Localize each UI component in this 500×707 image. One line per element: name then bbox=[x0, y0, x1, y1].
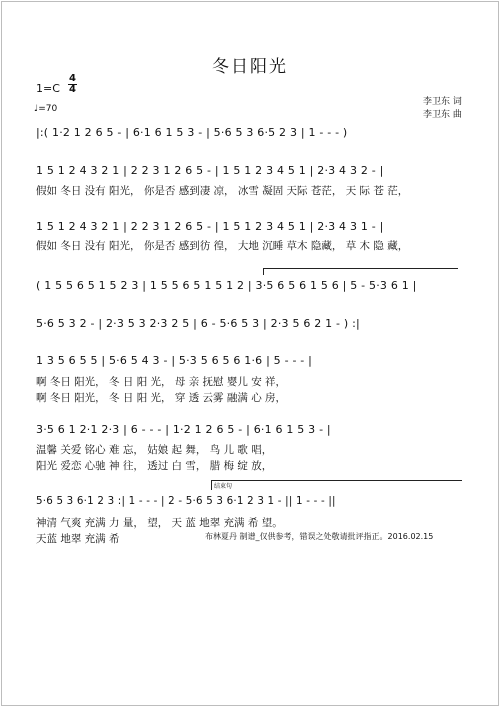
song-title: 冬日阳光 bbox=[212, 57, 288, 77]
lyric-line-6-verse-1: 啊 冬日 阳光， 冬 日 阳 光， 母 亲 抚慰 婴儿 安 祥， bbox=[36, 376, 287, 388]
notation-line-4: ( 1 5 5 6 5 1 5 2 3 | 1 5 5 6 5 1 5 1 2 | 3·5 6 5 6 1 5 6 | 5 - 5·3 6 1 | bbox=[36, 279, 417, 292]
tempo-marking: ♩=70 bbox=[34, 104, 58, 114]
notation-line-8: 5·6 5 3 6·1 2 3 :| 1 - - - | 2 - 5·6 5 3 6·1 2 3 1 - || 1 - - - || bbox=[36, 495, 336, 507]
repeat-bracket bbox=[263, 268, 458, 275]
lyric-line-8-verse-2: 天蓝 地翠 充满 希 bbox=[36, 533, 120, 545]
ending-label: 结束句 bbox=[214, 483, 233, 490]
time-signature bbox=[68, 74, 77, 95]
notation-line-3: 1 5 1 2 4 3 2 1 | 2 2 3 1 2 6 5 - | 1 5 1 2 3 4 5 1 | 2·3 4 3 1 - | bbox=[36, 220, 384, 233]
lyric-line-2-verse-1: 假如 冬日 没有 阳光， 你是否 感到凄 凉， 冰雪 凝固 天际 苍茫， 天 际 苍 茫， bbox=[36, 185, 409, 197]
notation-line-6: 1 3 5 6 5 5 | 5·6 5 4 3 - | 5·3 5 6 5 6 1·6 | 5 - - - | bbox=[36, 354, 313, 367]
footer-note: 布林夏丹 制谱_仅供参考，错误之处敬请批评指正。2016.02.15 bbox=[205, 532, 434, 541]
lyric-line-8-verse-1: 神清 气爽 充满 力 量， 望， 天 蓝 地翠 充满 希 望。 bbox=[36, 517, 283, 529]
lyric-line-3-verse-1: 假如 冬日 没有 阳光， 你是否 感到彷 徨， 大地 沉睡 草木 隐藏， 草 木 隐 藏， bbox=[36, 240, 409, 252]
composer-credit: 李卫东 曲 bbox=[423, 110, 462, 120]
lyricist-credit: 李卫东 词 bbox=[423, 97, 462, 107]
key-signature: 1=C bbox=[36, 82, 60, 95]
lyric-line-7-verse-1: 温馨 关爱 铭心 难 忘， 姑娘 起 舞， 鸟 儿 歌 唱， bbox=[36, 444, 273, 456]
notation-line-1: |:( 1·2 1 2 6 5 - | 6·1 6 1 5 3 - | 5·6 5 3 6·5 2 3 | 1 - - - ) bbox=[36, 126, 348, 139]
meter-bottom: 4 bbox=[69, 84, 76, 95]
notation-line-2: 1 5 1 2 4 3 2 1 | 2 2 3 1 2 6 5 - | 1 5 1 2 3 4 5 1 | 2·3 4 3 2 - | bbox=[36, 164, 384, 177]
notation-line-7: 3·5 6 1 2·1 2·3 | 6 - - - | 1·2 1 2 6 5 - | 6·1 6 1 5 3 - | bbox=[36, 423, 331, 436]
notation-line-5: 5·6 5 3 2 - | 2·3 5 3 2·3 2 5 | 6 - 5·6 5 3 | 2·3 5 6 2 1 - ) :| bbox=[36, 317, 360, 330]
meter-top: 4 bbox=[69, 73, 76, 84]
lyric-line-7-verse-2: 阳光 爱恋 心驰 神 往， 透过 白 雪， 腊 梅 绽 放， bbox=[36, 460, 273, 472]
lyric-line-6-verse-2: 啊 冬日 阳光， 冬 日 阳 光， 穿 透 云雾 融满 心 房， bbox=[36, 392, 287, 404]
ending-bracket bbox=[211, 480, 462, 490]
